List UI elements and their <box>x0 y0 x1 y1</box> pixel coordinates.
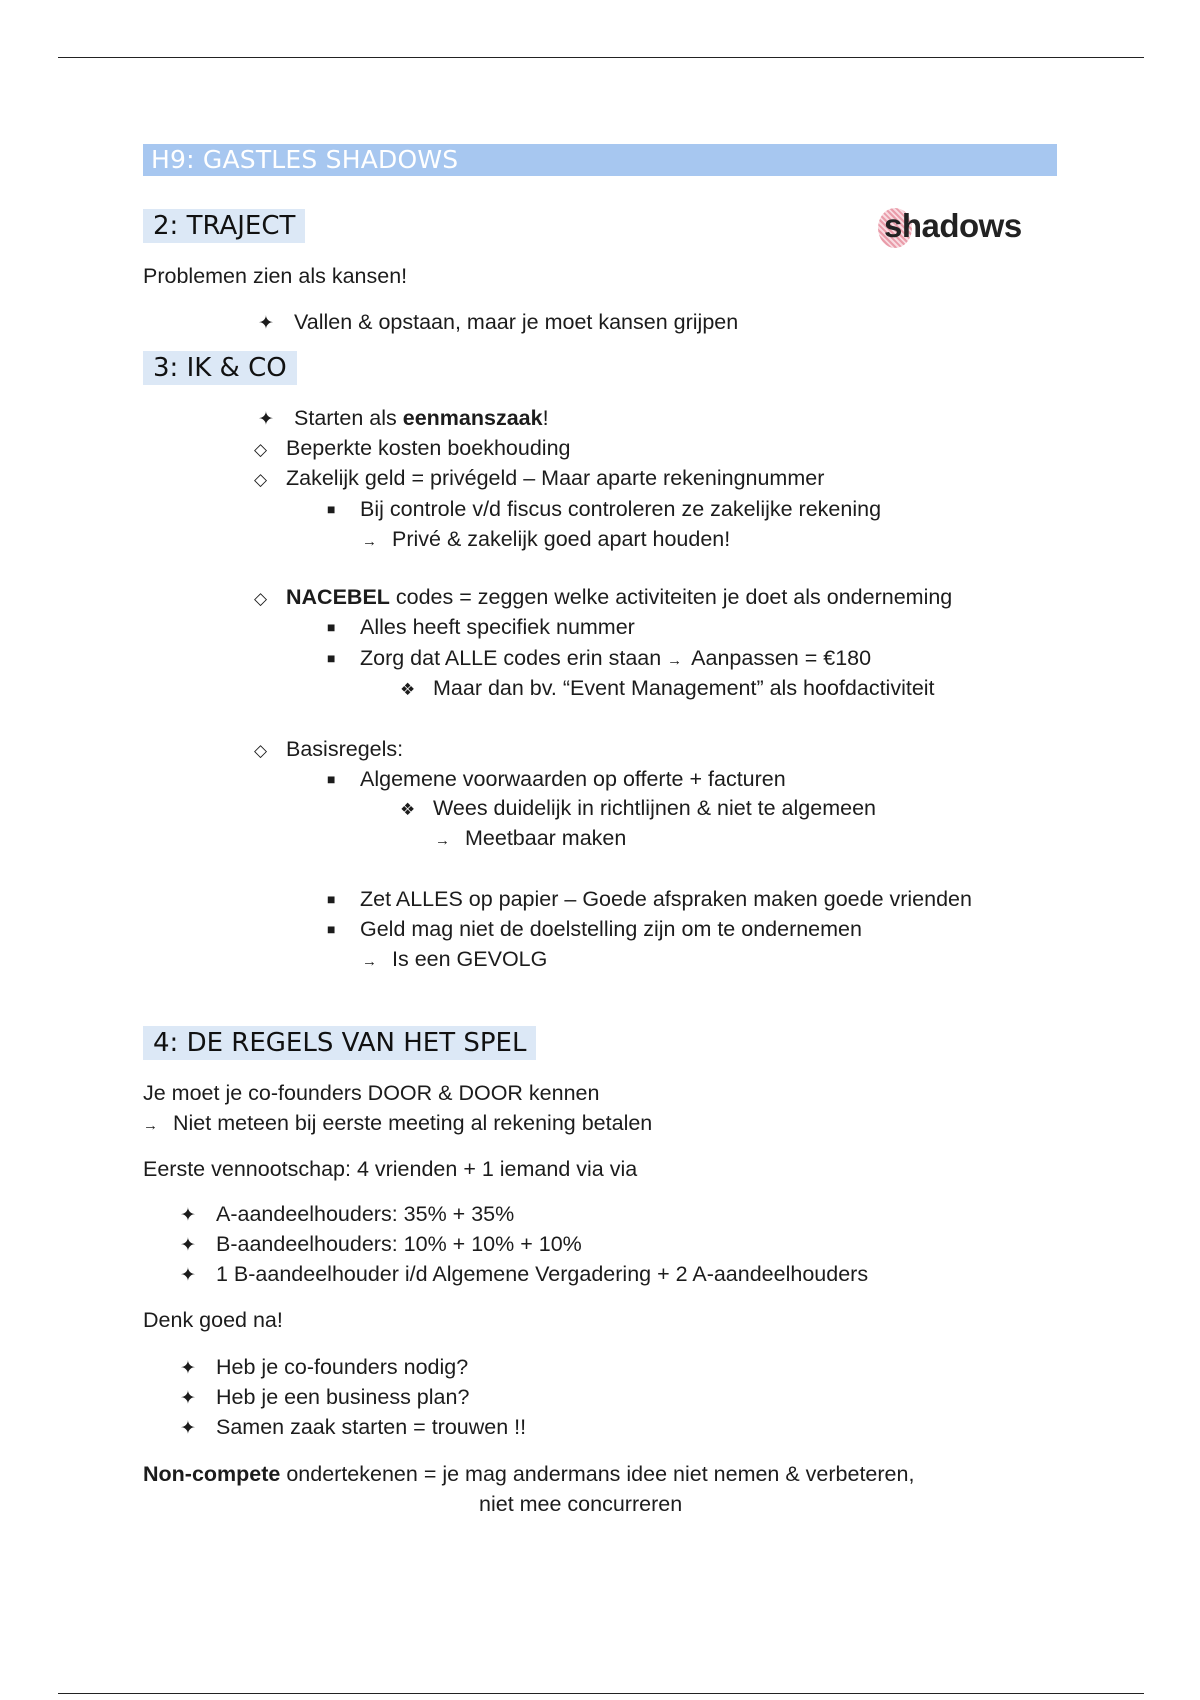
star-bullet-icon: ✦ <box>180 1235 196 1256</box>
list-item: ■ Zorg dat ALLE codes erin staan → Aanpassen = €180 <box>327 643 871 676</box>
square-bullet-icon: ■ <box>327 501 336 517</box>
list-item: ■ Alles heeft specifiek nummer <box>327 612 635 644</box>
list-item: ✦ Heb je co-founders nodig? <box>180 1352 468 1384</box>
fleur-bullet-icon: ❖ <box>400 800 416 819</box>
paragraph: → Niet meteen bij eerste meeting al rekening betalen <box>143 1108 652 1141</box>
arrow-icon: → <box>143 1117 158 1134</box>
list-item: ■ Geld mag niet de doelstelling zijn om te ondernemen <box>327 914 862 946</box>
star-bullet-icon: ✦ <box>258 313 274 334</box>
list-item: ◇ NACEBEL codes = zeggen welke activiteiten je doet als onderneming <box>254 582 952 614</box>
list-item: ❖ Maar dan bv. “Event Management” als hoofdactiviteit <box>400 673 935 705</box>
diamond-bullet-icon: ◇ <box>254 470 268 489</box>
list-item: ❖ Wees duidelijk in richtlijnen & niet te algemeen <box>400 793 876 825</box>
list-item: ■ Algemene voorwaarden op offerte + facturen <box>327 764 786 796</box>
list-item: ✦ Heb je een business plan? <box>180 1382 469 1414</box>
fleur-bullet-icon: ❖ <box>400 680 416 699</box>
diamond-bullet-icon: ◇ <box>254 741 268 760</box>
shadows-logo <box>878 204 1048 250</box>
square-bullet-icon: ■ <box>327 771 336 787</box>
paragraph: niet mee concurreren <box>479 1492 683 1516</box>
diamond-bullet-icon: ◇ <box>254 440 268 459</box>
list-item: ◇ Zakelijk geld = privégeld – Maar aparte rekeningnummer <box>254 463 824 495</box>
list-item: ✦ A-aandeelhouders: 35% + 35% <box>180 1199 514 1231</box>
square-bullet-icon: ■ <box>327 650 336 666</box>
star-bullet-icon: ✦ <box>258 409 274 430</box>
paragraph: Non-compete ondertekenen = je mag andermans idee niet nemen & verbeteren, <box>143 1462 915 1486</box>
list-item: → Privé & zakelijk goed apart houden! <box>362 524 730 557</box>
square-bullet-icon: ■ <box>327 891 336 907</box>
list-item: ✦ Starten als eenmanszaak! <box>258 403 549 435</box>
arrow-icon: → <box>362 953 377 970</box>
paragraph: Eerste vennootschap: 4 vrienden + 1 iemand via via <box>143 1157 638 1181</box>
section-heading-ikco: 3: IK & CO <box>143 351 297 385</box>
list-item: ■ Bij controle v/d fiscus controleren ze zakelijke rekening <box>327 494 881 526</box>
bottom-rule <box>58 1693 1144 1694</box>
square-bullet-icon: ■ <box>327 619 336 635</box>
list-item: ■ Zet ALLES op papier – Goede afspraken maken goede vrienden <box>327 884 972 916</box>
star-bullet-icon: ✦ <box>180 1205 196 1226</box>
section-heading-regels: 4: DE REGELS VAN HET SPEL <box>143 1026 536 1060</box>
list-item: ✦ 1 B-aandeelhouder i/d Algemene Vergadering + 2 A-aandeelhouders <box>180 1259 868 1291</box>
paragraph: Denk goed na! <box>143 1308 283 1332</box>
page-title: H9: GASTLES SHADOWS <box>143 144 1057 176</box>
top-rule <box>58 57 1144 58</box>
star-bullet-icon: ✦ <box>180 1388 196 1409</box>
list-item: → Meetbaar maken <box>435 823 626 856</box>
section-heading-traject: 2: TRAJECT <box>143 209 305 243</box>
arrow-icon: → <box>435 832 450 849</box>
paragraph: Je moet je co-founders DOOR & DOOR kennen <box>143 1081 600 1105</box>
star-bullet-icon: ✦ <box>180 1358 196 1379</box>
square-bullet-icon: ■ <box>327 921 336 937</box>
traject-intro: Problemen zien als kansen! <box>143 264 408 288</box>
list-item: ✦ Vallen & opstaan, maar je moet kansen grijpen <box>258 307 738 339</box>
arrow-icon: → <box>362 533 377 550</box>
list-item: ✦ B-aandeelhouders: 10% + 10% + 10% <box>180 1229 582 1261</box>
arrow-icon: → <box>667 652 683 669</box>
list-item: ◇ Basisregels: <box>254 734 403 766</box>
logo-word: shadows <box>884 207 1022 244</box>
star-bullet-icon: ✦ <box>180 1265 196 1286</box>
star-bullet-icon: ✦ <box>180 1418 196 1439</box>
diamond-bullet-icon: ◇ <box>254 589 268 608</box>
list-item: ◇ Beperkte kosten boekhouding <box>254 433 571 465</box>
list-item: → Is een GEVOLG <box>362 944 547 977</box>
list-item: ✦ Samen zaak starten = trouwen !! <box>180 1412 526 1444</box>
